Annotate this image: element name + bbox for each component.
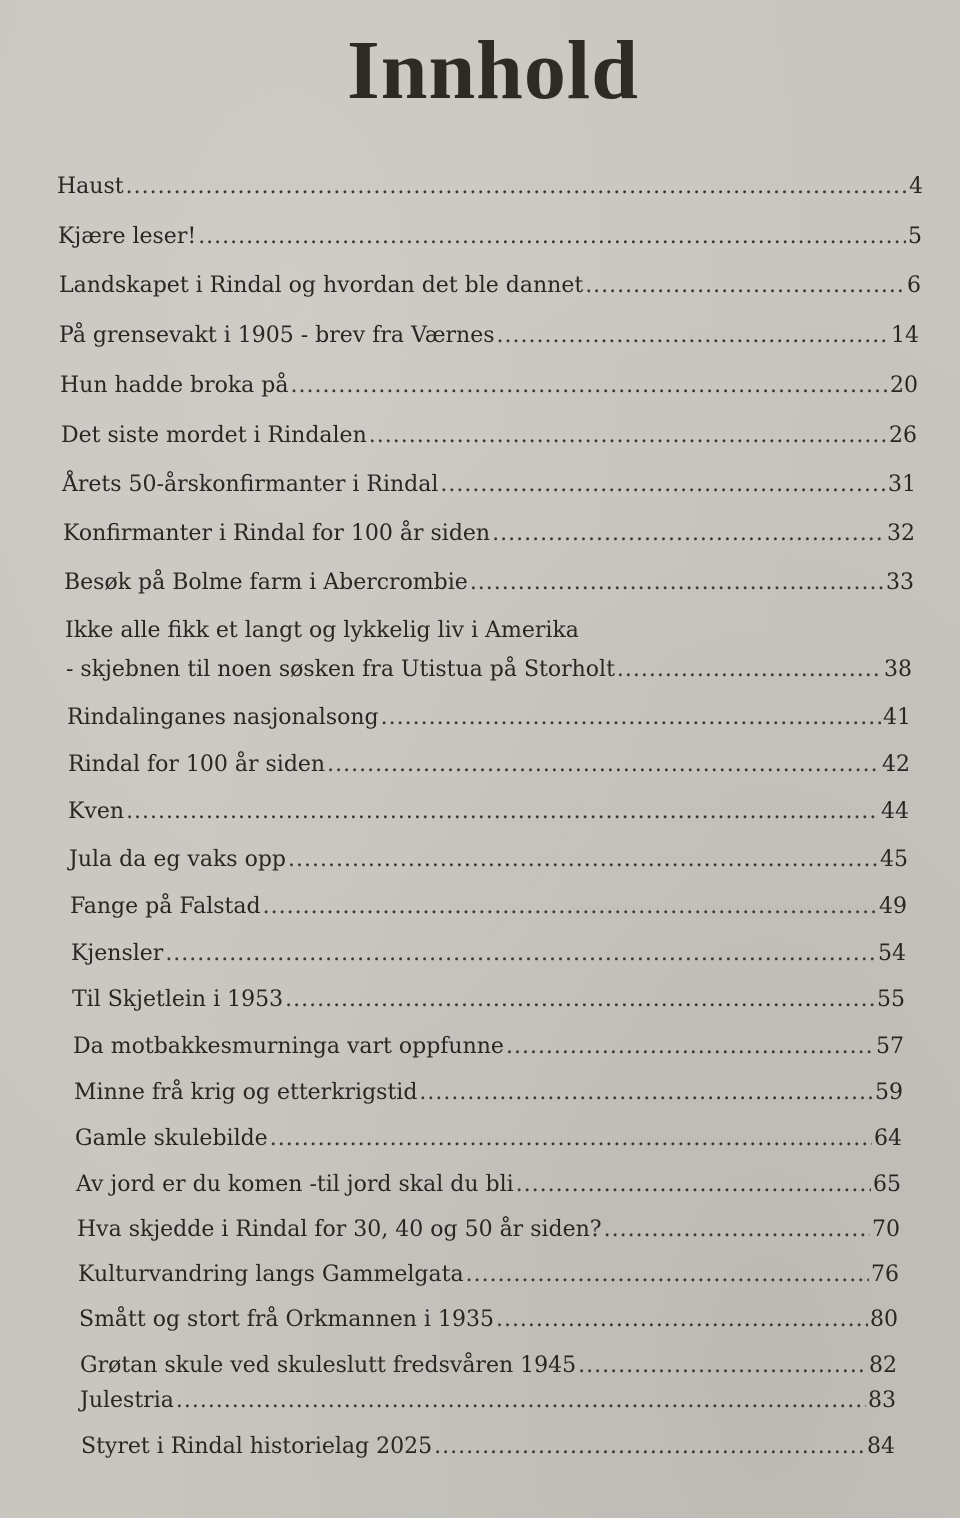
toc-entry [77, 1215, 900, 1245]
toc-entry [58, 222, 922, 252]
toc-entry-page: 55 [877, 987, 905, 1012]
toc-entry-page: 31 [888, 472, 916, 497]
toc-entry [75, 1124, 902, 1154]
dot-leader [604, 1215, 870, 1245]
toc-entry-title: Jula da eg vaks opp [69, 847, 286, 872]
toc-entry-title: Årets 50-årskonfirmanter i Rindal [62, 472, 439, 497]
toc-entry-page: 14 [891, 323, 919, 348]
toc-entry [80, 1386, 896, 1416]
toc-entry-page: 41 [883, 705, 911, 730]
toc-entry-page: 59 [875, 1080, 903, 1105]
dot-leader [176, 1386, 866, 1416]
dot-leader [617, 655, 882, 685]
toc-entry-page: 6 [907, 273, 921, 298]
dot-leader [270, 1124, 872, 1154]
toc-entry-page: 26 [889, 423, 917, 448]
toc-entry-title: Av jord er du komen -til jord skal du bli [76, 1172, 514, 1197]
toc-entry [68, 750, 910, 780]
toc-entry-page: 64 [874, 1126, 902, 1151]
toc-entry-page: 42 [882, 752, 910, 777]
toc-entry-title: Fange på Falstad [70, 894, 261, 919]
toc-entry-title: Besøk på Bolme farm i Abercrombie [64, 570, 468, 595]
toc-entry [57, 172, 923, 202]
toc-entry-title: Det siste mordet i Rindalen [61, 423, 367, 448]
dot-leader [578, 1351, 867, 1381]
toc-entry-title: På grensevakt i 1905 - brev fra Værnes [59, 323, 495, 348]
dot-leader [198, 222, 906, 252]
dot-leader [369, 421, 887, 451]
dot-leader [165, 939, 876, 969]
dot-leader [290, 371, 888, 401]
toc-entry-page: 57 [876, 1034, 904, 1059]
toc-entry-page: 83 [868, 1388, 896, 1413]
toc-entry-page: 65 [873, 1172, 901, 1197]
toc-entry-page: 49 [879, 894, 907, 919]
toc-entry-title: Grøtan skule ved skuleslutt fredsvåren 1945 [80, 1353, 577, 1378]
toc-entry-page: 38 [884, 657, 912, 682]
toc-entry-title: Kulturvandring langs Gammelgata [78, 1262, 464, 1287]
toc-entry [60, 371, 918, 401]
toc-entry-page: 20 [890, 373, 918, 398]
dot-leader [434, 1432, 865, 1462]
toc-entry [59, 321, 919, 351]
toc-entry-title-line1: Ikke alle fikk et langt og lykkelig liv i Amerika [65, 618, 579, 643]
toc-entry [59, 271, 921, 301]
toc-entry [69, 845, 908, 875]
toc-entry-page: 70 [872, 1217, 900, 1242]
toc-entry-title: Haust [57, 174, 124, 199]
toc-entry [66, 655, 912, 685]
toc-entry [78, 1260, 899, 1290]
toc-entry-title: Kven [68, 799, 125, 824]
toc-entry [74, 1078, 903, 1108]
toc-entry-title: Julestria [80, 1388, 174, 1413]
toc-entry-title: Rindalinganes nasjonalsong [67, 705, 379, 730]
dot-leader [466, 1260, 869, 1290]
dot-leader [585, 271, 905, 301]
dot-leader [126, 797, 879, 827]
dot-leader [497, 321, 889, 351]
toc-entry [67, 703, 911, 733]
toc-entry [71, 939, 906, 969]
toc-entry-page: 80 [870, 1307, 898, 1332]
toc-entry-page: 76 [871, 1262, 899, 1287]
toc-entry [70, 892, 907, 922]
toc-entry-title: Rindal for 100 år siden [68, 752, 326, 777]
dot-leader [516, 1170, 871, 1200]
dot-leader [492, 519, 885, 549]
toc-entry [68, 797, 909, 827]
toc-entry-title: Gamle skulebilde [75, 1126, 268, 1151]
dot-leader [263, 892, 877, 922]
toc-entry [64, 568, 914, 598]
toc-entry [62, 470, 916, 500]
toc-entry [80, 1351, 897, 1381]
toc-entry [76, 1170, 901, 1200]
toc-entry-title: Kjære leser! [58, 224, 197, 249]
dot-leader [440, 470, 886, 500]
dot-leader [506, 1032, 874, 1062]
toc-entry [73, 1032, 904, 1062]
toc-entry-page: 44 [881, 799, 909, 824]
dot-leader [126, 172, 907, 202]
dot-leader [285, 985, 875, 1015]
toc-entry-page: 82 [869, 1353, 897, 1378]
toc-entry-title: Konfirmanter i Rindal for 100 år siden [63, 521, 491, 546]
dot-leader [288, 845, 878, 875]
toc-entry-title: Til Skjetlein i 1953 [72, 987, 284, 1012]
toc-entry-page: 33 [886, 570, 914, 595]
toc-entry-page: 54 [878, 941, 906, 966]
dot-leader [327, 750, 880, 780]
toc-entry-title: Landskapet i Rindal og hvordan det ble dannet [59, 273, 584, 298]
dot-leader [419, 1078, 873, 1108]
dot-leader [470, 568, 884, 598]
toc-entry [81, 1432, 895, 1462]
toc-entry [63, 519, 915, 549]
toc-entry [79, 1305, 898, 1335]
toc-entry-title: Kjensler [71, 941, 164, 966]
toc-entry-title: - skjebnen til noen søsken fra Utistua på Storholt [66, 657, 615, 682]
toc-entry-title: Hva skjedde i Rindal for 30, 40 og 50 år siden? [77, 1217, 602, 1242]
toc-entry-page: 84 [867, 1434, 895, 1459]
toc-entry-title: Hun hadde broka på [60, 373, 289, 398]
dot-leader [496, 1305, 868, 1335]
toc-entry [61, 421, 917, 451]
toc-entry-title: Minne frå krig og etterkrigstid [74, 1080, 418, 1105]
toc-entry-page: 5 [908, 224, 922, 249]
toc-entry-page: 4 [909, 174, 923, 199]
page-title: Innhold [347, 24, 639, 117]
toc-entry-title: Da motbakkesmurninga vart oppfunne [73, 1034, 504, 1059]
toc-entry-page: 45 [880, 847, 908, 872]
toc-entry-title: Smått og stort frå Orkmannen i 1935 [79, 1307, 494, 1332]
dot-leader [381, 703, 881, 733]
toc-entry-page: 32 [887, 521, 915, 546]
toc-entry-title: Styret i Rindal historielag 2025 [81, 1434, 433, 1459]
toc-entry [72, 985, 905, 1015]
